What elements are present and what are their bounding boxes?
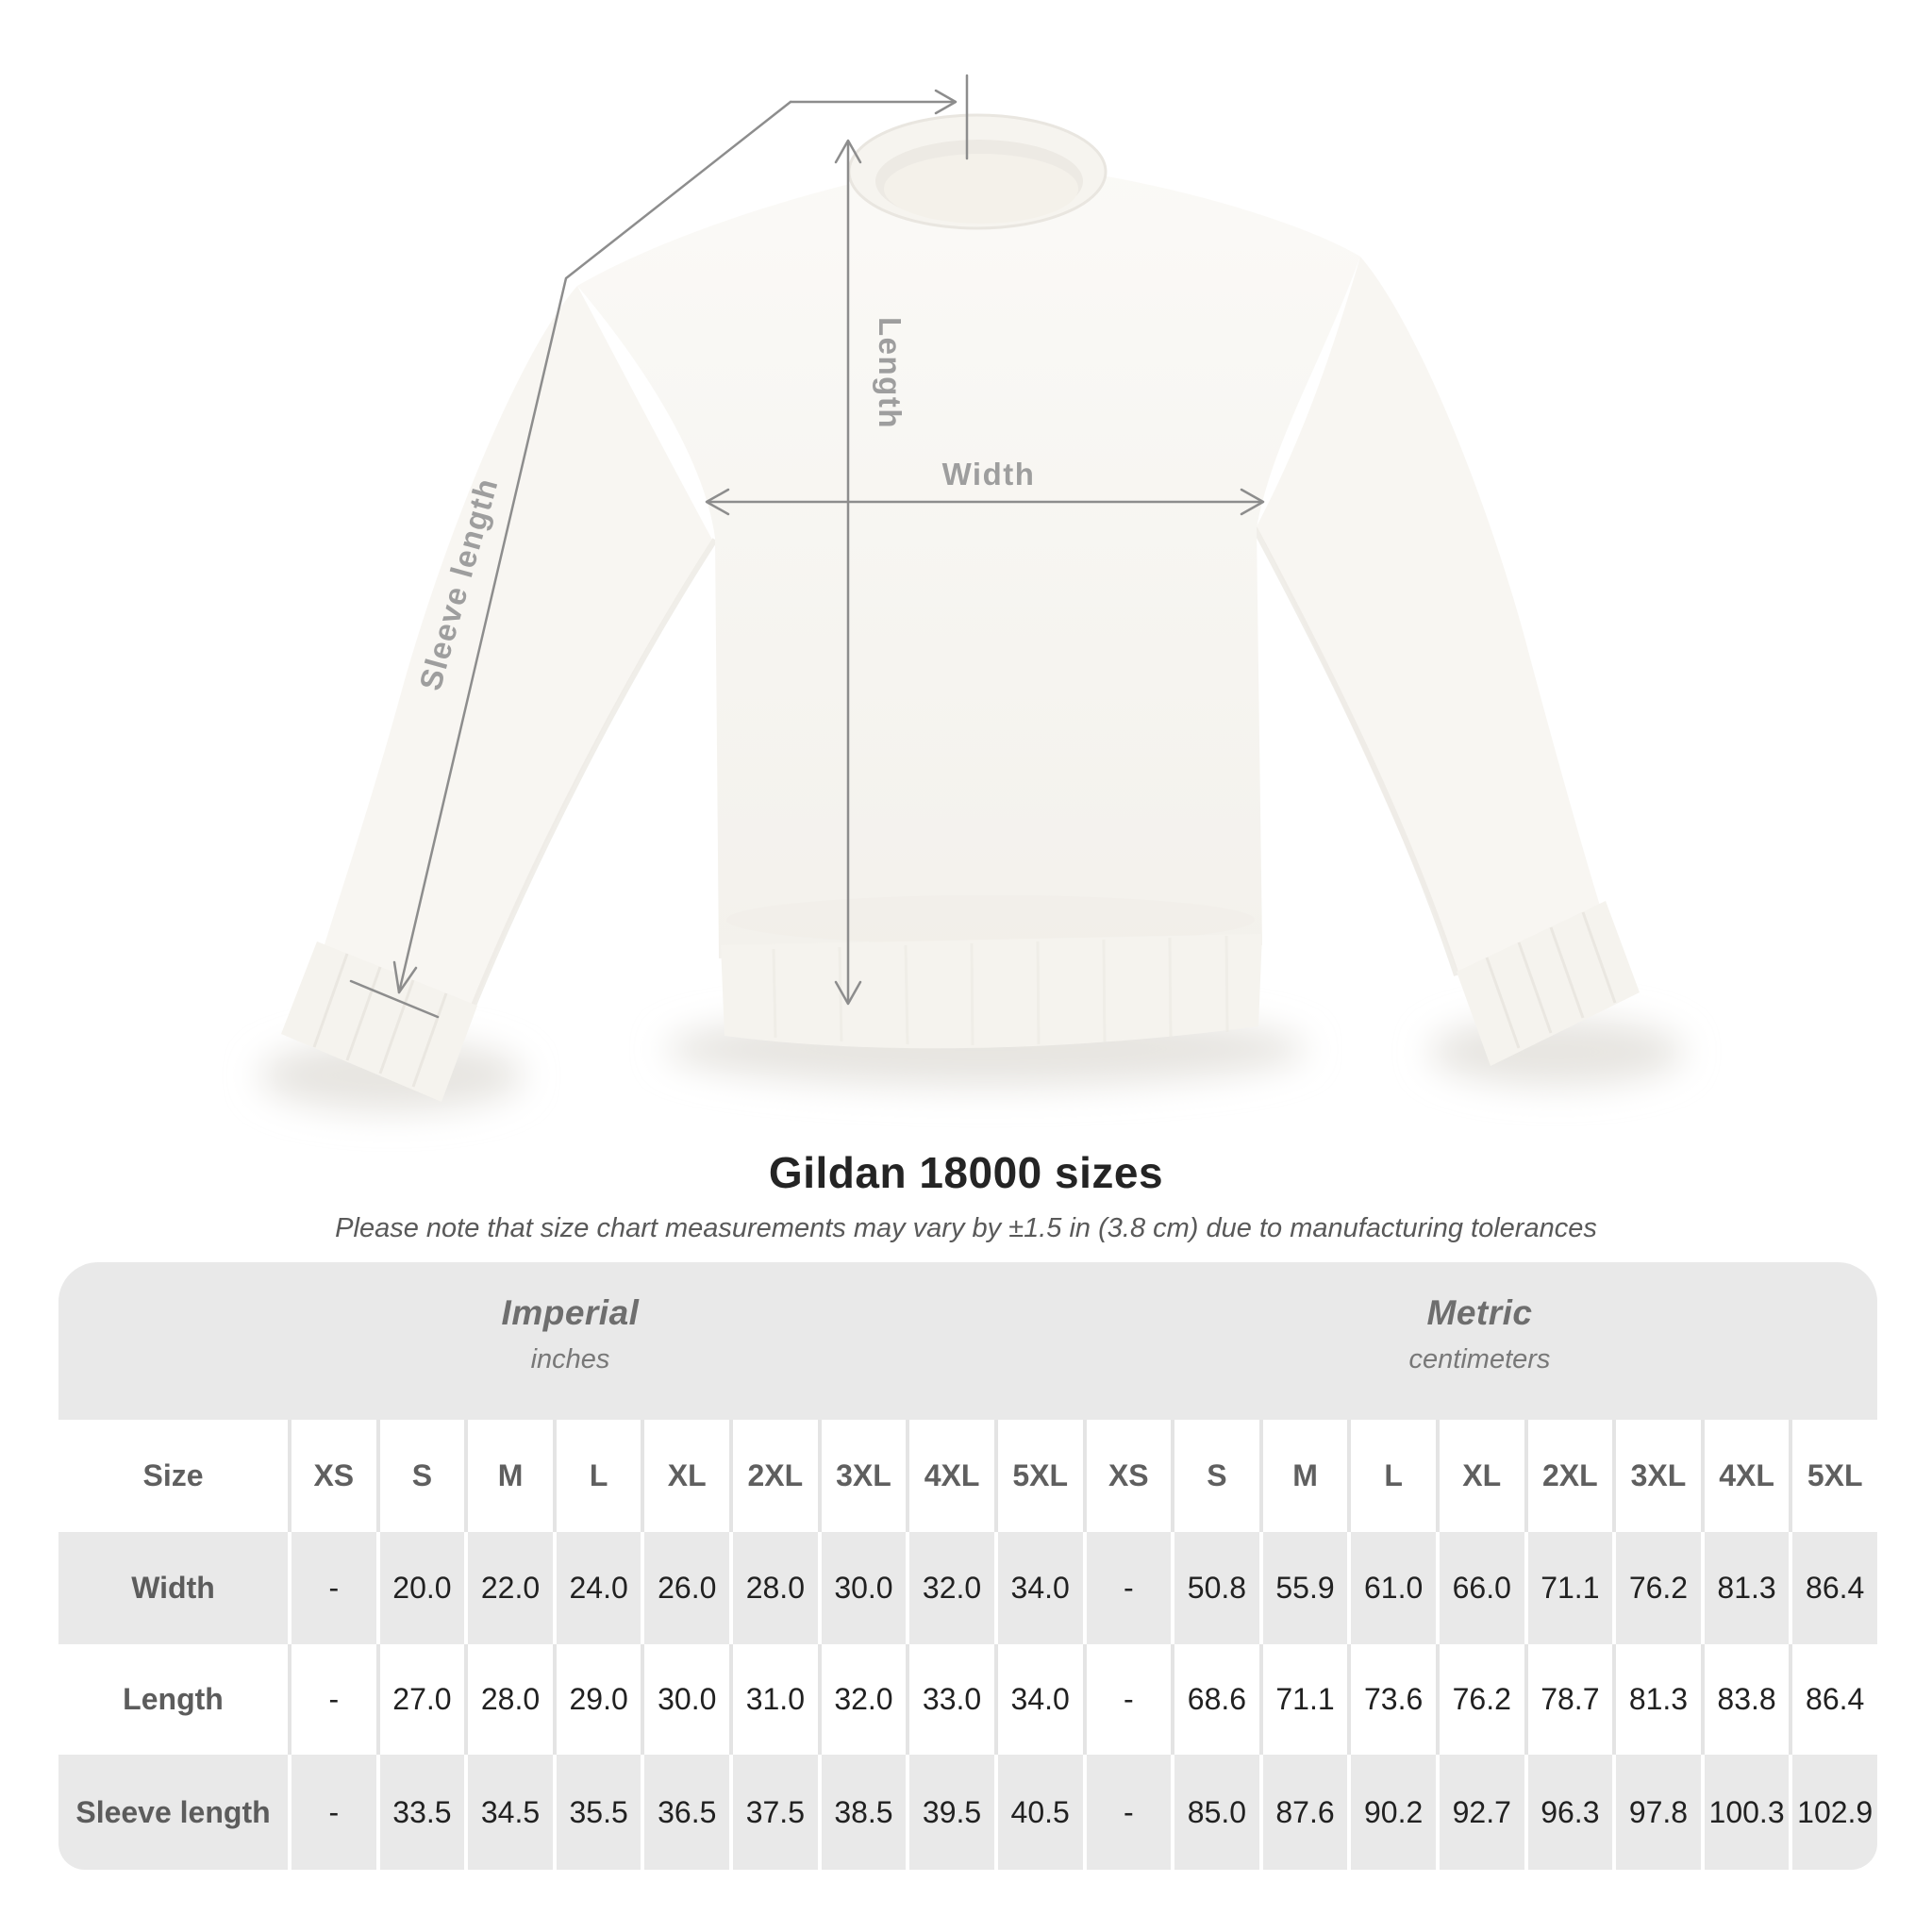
row-label-width: Width <box>131 1571 215 1605</box>
size-header-metric-xs: XS <box>1083 1420 1172 1532</box>
length-metric-xs: - <box>1083 1644 1172 1755</box>
unit-group-band <box>58 1262 1877 1420</box>
size-header-metric-5xl: 5XL <box>1789 1420 1877 1532</box>
imperial-unit: inches <box>530 1344 610 1374</box>
sleeve-imperial-xs: - <box>288 1755 376 1870</box>
sweatshirt-collar <box>849 115 1106 228</box>
imperial-label: Imperial <box>501 1293 640 1332</box>
sweatshirt-waistband <box>721 934 1262 1048</box>
length-imperial-xs: - <box>288 1644 376 1755</box>
width-imperial-m: 22.0 <box>464 1532 553 1644</box>
width-imperial-2xl: 28.0 <box>729 1532 818 1644</box>
width-imperial-xl: 26.0 <box>641 1532 729 1644</box>
size-header-imperial-l: L <box>553 1420 641 1532</box>
sleeve-imperial-3xl: 38.5 <box>818 1755 907 1870</box>
size-header-imperial-2xl: 2XL <box>729 1420 818 1532</box>
length-metric-4xl: 83.8 <box>1701 1644 1790 1755</box>
metric-label: Metric <box>1426 1293 1533 1332</box>
title-block <box>0 1147 1932 1244</box>
sleeve-imperial-2xl: 37.5 <box>729 1755 818 1870</box>
size-header-metric-2xl: 2XL <box>1524 1420 1613 1532</box>
length-imperial-xl: 30.0 <box>641 1644 729 1755</box>
length-imperial-3xl: 32.0 <box>818 1644 907 1755</box>
length-imperial-m: 28.0 <box>464 1644 553 1755</box>
row-label-sleeve-length: Sleeve length <box>75 1794 271 1829</box>
table-row-length <box>58 1644 1877 1755</box>
size-header-imperial-4xl: 4XL <box>906 1420 994 1532</box>
length-metric-5xl: 86.4 <box>1789 1644 1877 1755</box>
width-imperial-l: 24.0 <box>553 1532 641 1644</box>
row-label-length: Length <box>123 1682 224 1716</box>
imperial-group-header <box>58 1262 1082 1420</box>
width-metric-m: 55.9 <box>1259 1532 1348 1644</box>
width-imperial-s: 20.0 <box>376 1532 465 1644</box>
width-metric-5xl: 86.4 <box>1789 1532 1877 1644</box>
size-header-metric-l: L <box>1347 1420 1436 1532</box>
width-metric-2xl: 71.1 <box>1524 1532 1613 1644</box>
sleeve-metric-5xl: 102.9 <box>1789 1755 1877 1870</box>
length-metric-l: 73.6 <box>1347 1644 1436 1755</box>
sleeve-metric-m: 87.6 <box>1259 1755 1348 1870</box>
size-header-metric-4xl: 4XL <box>1701 1420 1790 1532</box>
length-imperial-s: 27.0 <box>376 1644 465 1755</box>
sleeve-imperial-l: 35.5 <box>553 1755 641 1870</box>
sleeve-metric-4xl: 100.3 <box>1701 1755 1790 1870</box>
width-metric-s: 50.8 <box>1171 1532 1259 1644</box>
size-header-imperial-m: M <box>464 1420 553 1532</box>
width-metric-xl: 66.0 <box>1436 1532 1524 1644</box>
size-header-imperial-s: S <box>376 1420 465 1532</box>
sleeve-metric-l: 90.2 <box>1347 1755 1436 1870</box>
size-header-imperial-xs: XS <box>288 1420 376 1532</box>
length-imperial-l: 29.0 <box>553 1644 641 1755</box>
size-table <box>58 1262 1877 1870</box>
sleeve-metric-2xl: 96.3 <box>1524 1755 1613 1870</box>
size-header-metric-m: M <box>1259 1420 1348 1532</box>
sleeve-imperial-4xl: 39.5 <box>906 1755 994 1870</box>
length-imperial-5xl: 34.0 <box>994 1644 1083 1755</box>
sleeve-imperial-5xl: 40.5 <box>994 1755 1083 1870</box>
table-row-width <box>58 1532 1877 1644</box>
sleeve-imperial-m: 34.5 <box>464 1755 553 1870</box>
width-label: Width <box>941 457 1036 491</box>
width-imperial-5xl: 34.0 <box>994 1532 1083 1644</box>
width-imperial-3xl: 30.0 <box>818 1532 907 1644</box>
size-header-imperial-5xl: 5XL <box>994 1420 1083 1532</box>
length-metric-xl: 76.2 <box>1436 1644 1524 1755</box>
tolerance-note: Please note that size chart measurements may vary by ±1.5 in (3.8 cm) due to manufacturing tolerances <box>335 1213 1597 1243</box>
length-imperial-4xl: 33.0 <box>906 1644 994 1755</box>
metric-group-header <box>1082 1262 1877 1420</box>
sleeve-imperial-s: 33.5 <box>376 1755 465 1870</box>
size-header-imperial-xl: XL <box>641 1420 729 1532</box>
sleeve-length-label: Sleeve length <box>412 474 505 694</box>
sleeve-metric-xs: - <box>1083 1755 1172 1870</box>
page-title: Gildan 18000 sizes <box>768 1148 1164 1197</box>
corner-header-size: Size <box>142 1458 204 1492</box>
size-header-metric-3xl: 3XL <box>1612 1420 1701 1532</box>
width-metric-xs: - <box>1083 1532 1172 1644</box>
width-imperial-xs: - <box>288 1532 376 1644</box>
size-header-imperial-3xl: 3XL <box>818 1420 907 1532</box>
size-header-row <box>58 1420 1877 1532</box>
width-metric-4xl: 81.3 <box>1701 1532 1790 1644</box>
width-imperial-4xl: 32.0 <box>906 1532 994 1644</box>
metric-unit: centimeters <box>1408 1344 1551 1374</box>
size-header-metric-xl: XL <box>1436 1420 1524 1532</box>
length-metric-3xl: 81.3 <box>1612 1644 1701 1755</box>
length-imperial-2xl: 31.0 <box>729 1644 818 1755</box>
length-label: Length <box>873 317 908 429</box>
length-metric-2xl: 78.7 <box>1524 1644 1613 1755</box>
sleeve-metric-xl: 92.7 <box>1436 1755 1524 1870</box>
width-metric-l: 61.0 <box>1347 1532 1436 1644</box>
length-metric-m: 71.1 <box>1259 1644 1348 1755</box>
table-row-sleeve-length <box>58 1755 1877 1870</box>
width-metric-3xl: 76.2 <box>1612 1532 1701 1644</box>
size-header-metric-s: S <box>1171 1420 1259 1532</box>
sleeve-imperial-xl: 36.5 <box>641 1755 729 1870</box>
sleeve-metric-3xl: 97.8 <box>1612 1755 1701 1870</box>
length-metric-s: 68.6 <box>1171 1644 1259 1755</box>
sleeve-metric-s: 85.0 <box>1171 1755 1259 1870</box>
